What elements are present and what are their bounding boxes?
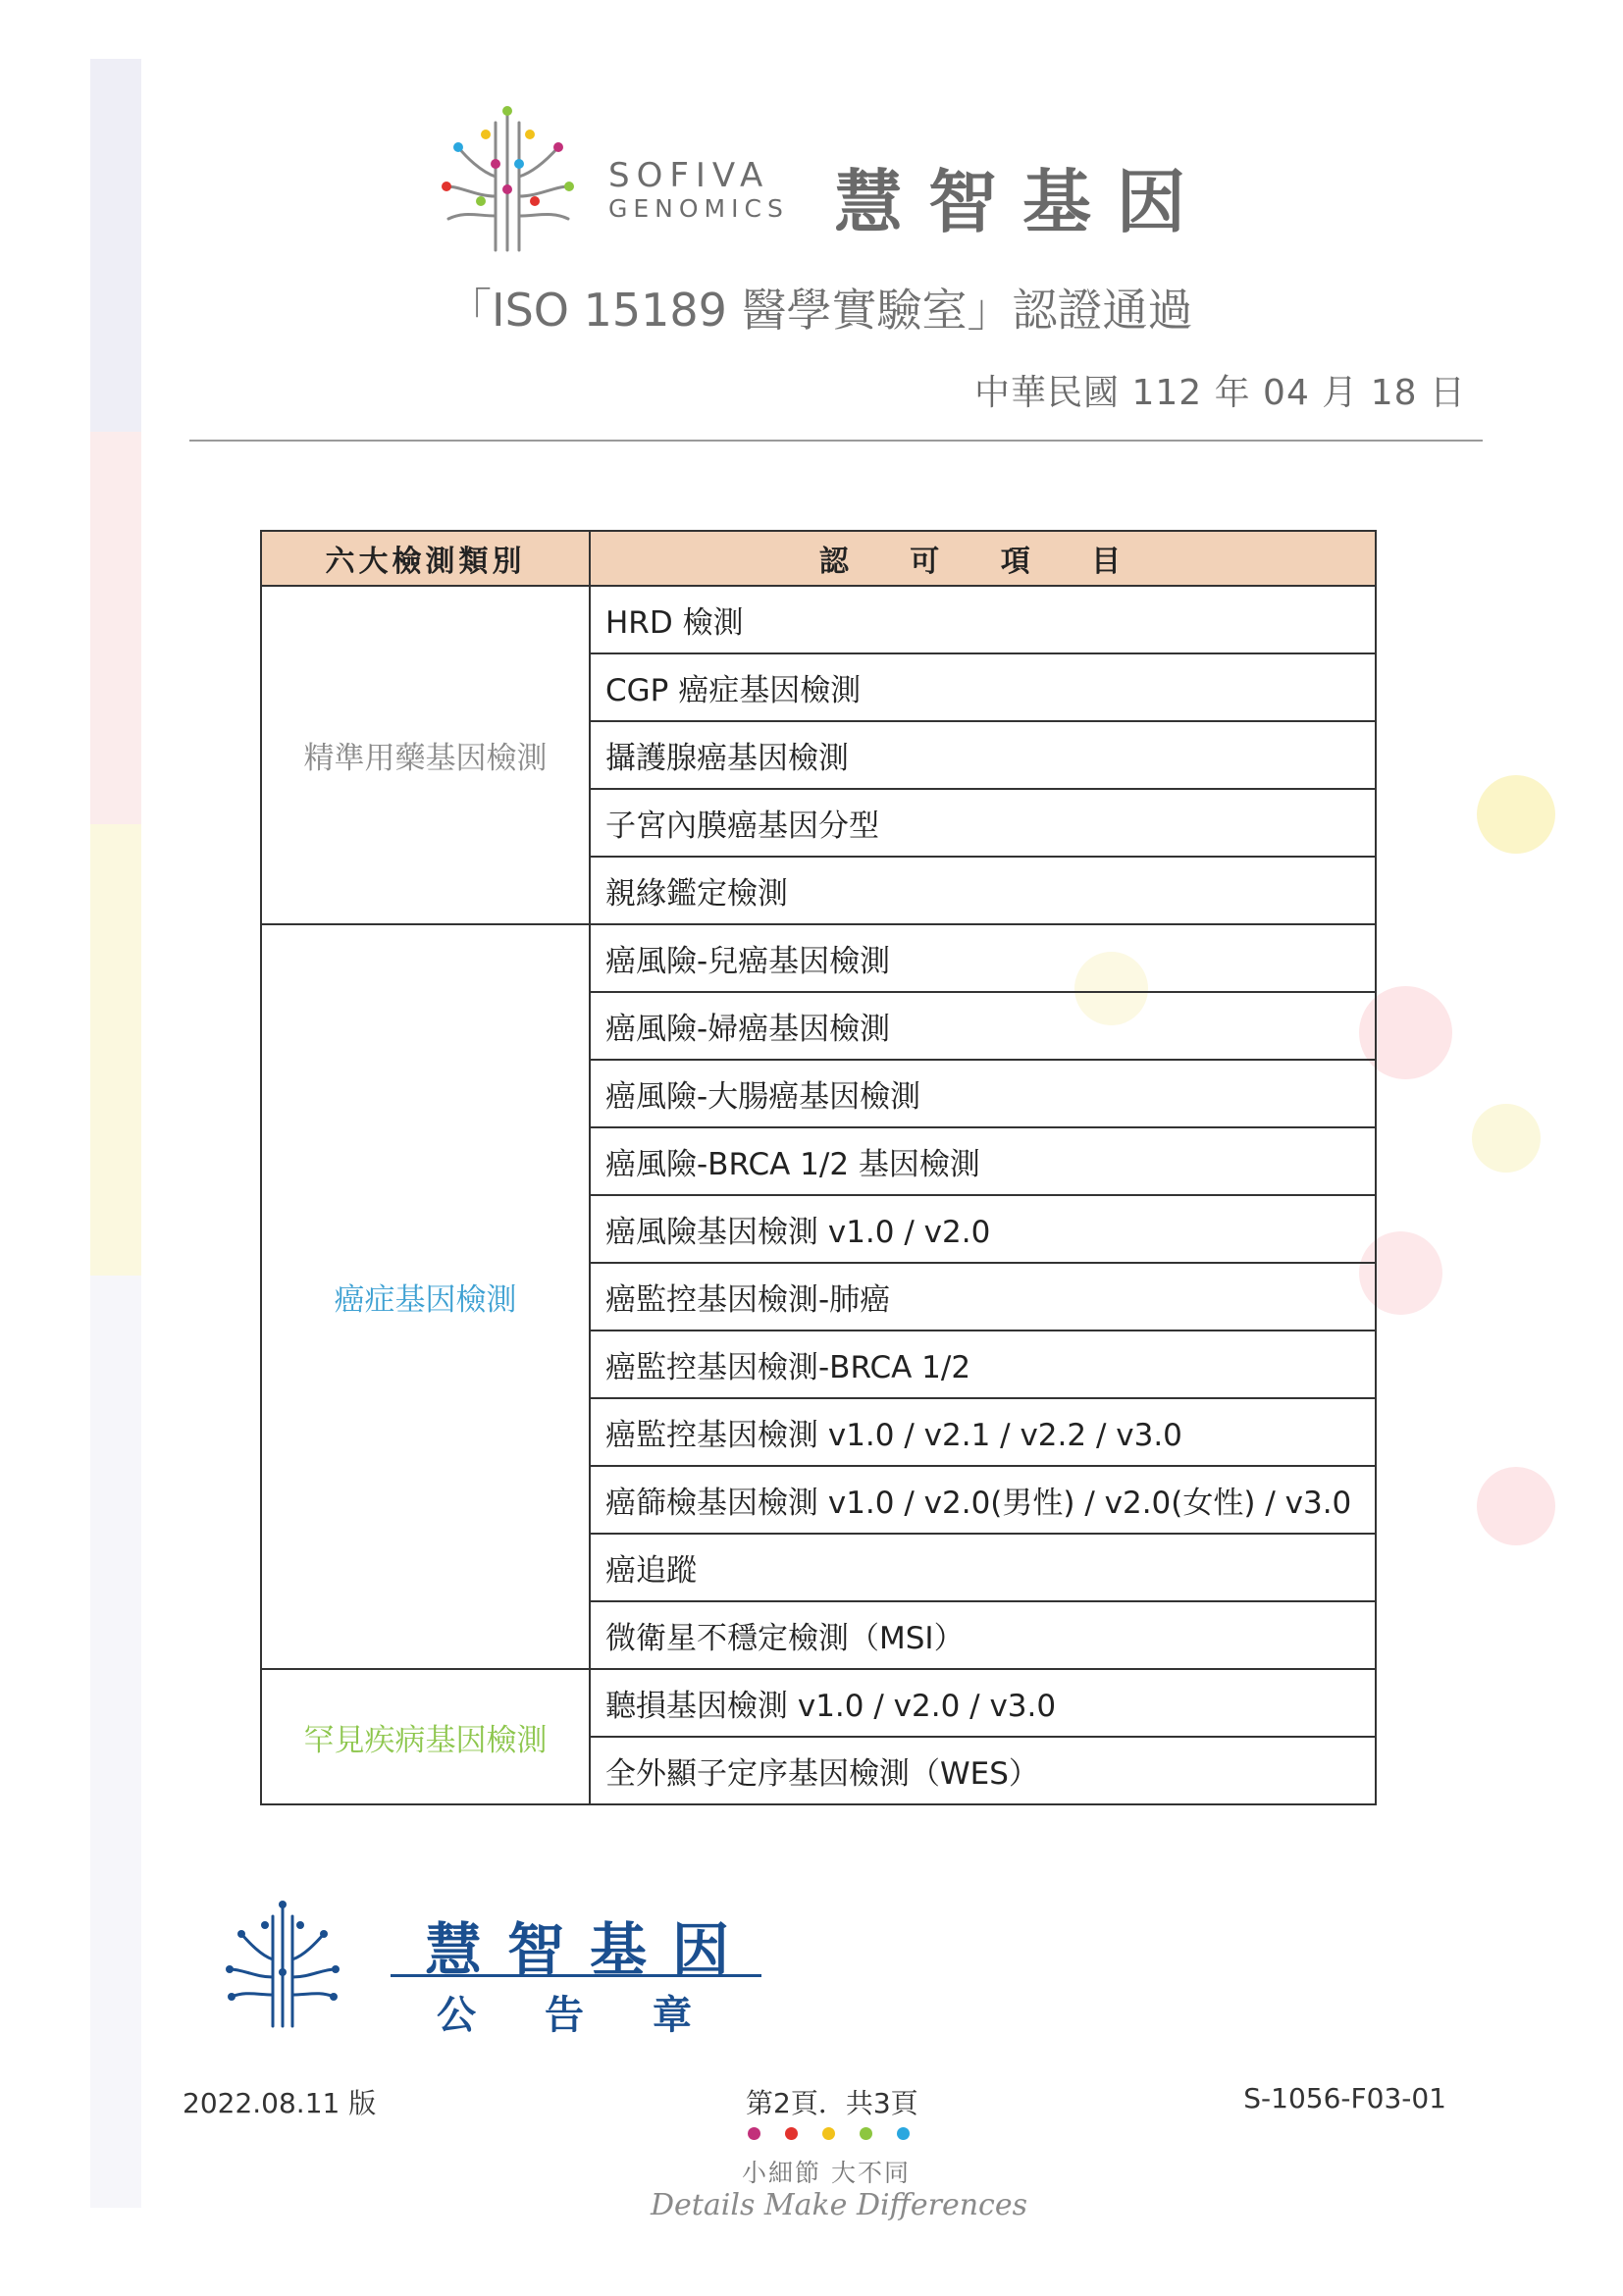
table-cell-item: 聽損基因檢測 v1.0 / v2.0 / v3.0 bbox=[590, 1669, 1376, 1737]
brand-chinese: 慧智基因 bbox=[834, 162, 1211, 242]
table-cell-item: 癌風險-大腸癌基因檢測 bbox=[590, 1060, 1376, 1127]
footer-doc-code: S-1056-F03-01 bbox=[1243, 2082, 1446, 2114]
table-cell-item: 癌監控基因檢測-肺癌 bbox=[590, 1263, 1376, 1331]
header-divider bbox=[189, 440, 1483, 442]
table-cell-item: 癌監控基因檢測-BRCA 1/2 bbox=[590, 1331, 1376, 1398]
slogan-english: Details Make Differences bbox=[651, 2188, 1027, 2222]
table-cell-item: 攝護腺癌基因檢測 bbox=[590, 721, 1376, 789]
table-cell-item: 癌追蹤 bbox=[590, 1534, 1376, 1601]
table-cell-item: 癌風險-BRCA 1/2 基因檢測 bbox=[590, 1127, 1376, 1195]
table-row bbox=[261, 586, 1376, 653]
table-cell-item: 子宮內膜癌基因分型 bbox=[590, 789, 1376, 857]
footer-dot bbox=[897, 2127, 910, 2140]
sofiva-tree-logo bbox=[437, 103, 579, 255]
table-cell-item: 親緣鑑定檢測 bbox=[590, 857, 1376, 924]
footer-dot bbox=[748, 2127, 760, 2140]
seal-subtitle: 公告章 bbox=[437, 1993, 760, 2038]
table-row bbox=[261, 924, 1376, 992]
category-cancer-genetics: 癌症基因檢測 bbox=[261, 924, 590, 1669]
table-cell-item: 全外顯子定序基因檢測（WES） bbox=[590, 1737, 1376, 1804]
slogan-chinese: 小細節 大不同 bbox=[742, 2159, 911, 2187]
deco-dot-pink-3 bbox=[1477, 1467, 1555, 1545]
deco-dot-yellow bbox=[1477, 775, 1555, 854]
footer-dot bbox=[785, 2127, 798, 2140]
table-cell-item: 癌篩檢基因檢測 v1.0 / v2.0(男性) / v2.0(女性) / v3.0 bbox=[590, 1466, 1376, 1534]
deco-dot-pale-yellow bbox=[1472, 1104, 1541, 1173]
table-header-row bbox=[261, 531, 1376, 586]
table-cell-item: CGP 癌症基因檢測 bbox=[590, 653, 1376, 721]
brand-en-line2: GENOMICS bbox=[608, 194, 789, 224]
document-date: 中華民國 112 年 04 月 18 日 bbox=[974, 373, 1466, 413]
footer-version: 2022.08.11 版 bbox=[183, 2087, 377, 2119]
footer-page-number: 第2頁．共3頁 bbox=[746, 2087, 918, 2119]
footer-color-dots bbox=[748, 2127, 910, 2140]
header-items: 認 可 項 目 bbox=[590, 531, 1376, 586]
table-cell-item: 癌風險-婦癌基因檢測 bbox=[590, 992, 1376, 1060]
header-category: 六大檢測類別 bbox=[261, 531, 590, 586]
seal-company-name: 慧智基因 bbox=[425, 1916, 756, 1983]
category-precision-medicine: 精準用藥基因檢測 bbox=[261, 586, 590, 924]
accreditation-table bbox=[260, 530, 1377, 1805]
seal-tree-logo bbox=[224, 1899, 341, 2031]
brand-english bbox=[608, 157, 789, 224]
table-cell-item: 癌風險-兒癌基因檢測 bbox=[590, 924, 1376, 992]
side-band-light bbox=[90, 1276, 141, 2208]
table-row bbox=[261, 1669, 1376, 1737]
table-cell-item: HRD 檢測 bbox=[590, 586, 1376, 653]
document-title: 「ISO 15189 醫學實驗室」認證通過 bbox=[446, 284, 1193, 337]
side-band-yellow bbox=[90, 824, 141, 1276]
brand-en-line1: SOFIVA bbox=[608, 156, 770, 195]
footer-dot bbox=[822, 2127, 835, 2140]
side-band-lavender bbox=[90, 59, 141, 432]
footer-dot bbox=[860, 2127, 872, 2140]
seal-divider bbox=[391, 1974, 761, 1977]
table-cell-item: 癌風險基因檢測 v1.0 / v2.0 bbox=[590, 1195, 1376, 1263]
side-band-pink bbox=[90, 432, 141, 824]
table-cell-item: 癌監控基因檢測 v1.0 / v2.1 / v2.2 / v3.0 bbox=[590, 1398, 1376, 1466]
category-rare-disease: 罕見疾病基因檢測 bbox=[261, 1669, 590, 1804]
table-cell-item: 微衛星不穩定檢測（MSI） bbox=[590, 1601, 1376, 1669]
